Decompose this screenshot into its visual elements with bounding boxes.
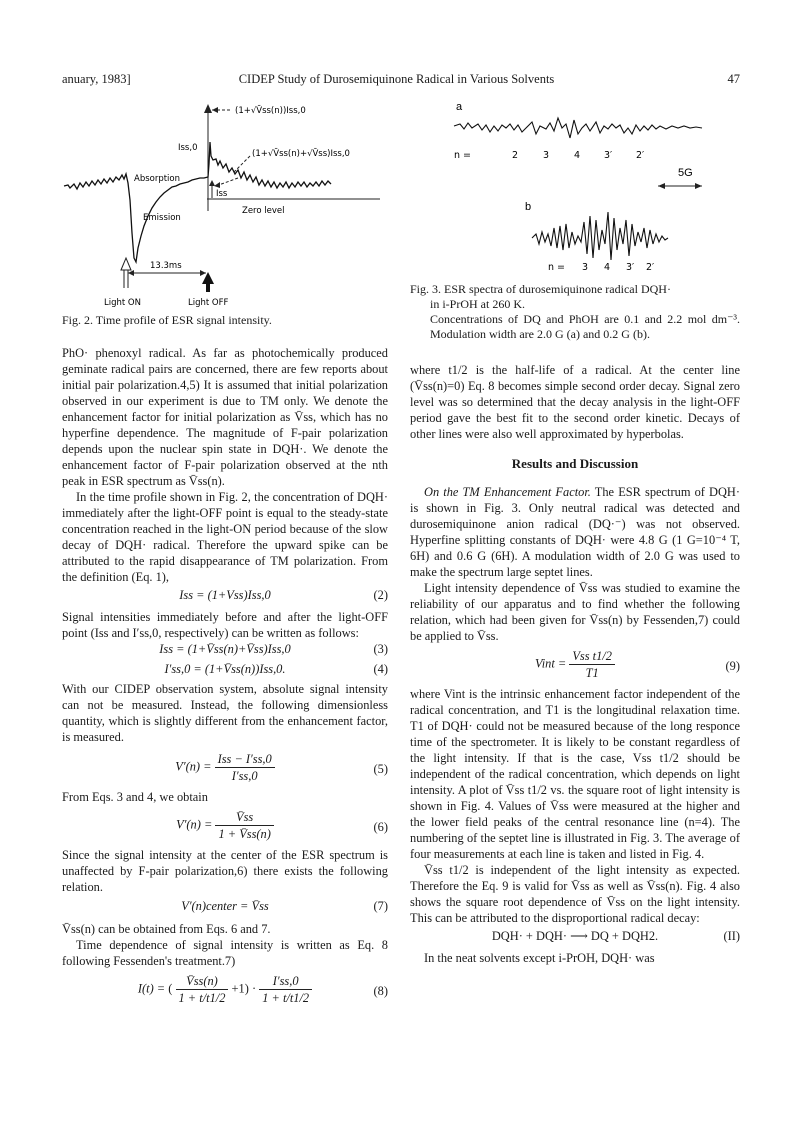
fig3-n-a-1: 3	[543, 150, 550, 161]
equation-5	[62, 751, 388, 789]
equation-9-lhs: Vint =	[535, 656, 567, 671]
right-column	[410, 362, 740, 966]
fig2-light-on-label: Light ON	[104, 298, 141, 308]
equation-9-number: (9)	[725, 659, 740, 673]
equation-3-number: (3)	[373, 642, 388, 656]
equation-9-numerator: Vss t1/2	[569, 648, 615, 665]
equation-3	[62, 641, 388, 661]
equation-8-denominator-2: 1 + t/t1/2	[262, 991, 310, 1005]
equation-7	[62, 898, 388, 918]
equation-3-body: Iss = (1+V̄ss(n)+V̄ss)Iss,0	[159, 642, 291, 656]
fig2-top-label: (1+√V̄ss(n))Iss,0	[235, 106, 306, 116]
right-paragraph-1: where t1/2 is the half-life of a radical. At the center line (V̄ss(n)=0) Eq. 8 becomes simple second order decay. Signal zero level was so determined that the decay analysis in the light-OFF period gave the best fit to the second order kinetic. Decays of other lines were also well approximated by hyperbolas.	[410, 363, 740, 441]
fig3-n-a-4: 2′	[636, 150, 645, 161]
spectrum-a	[454, 118, 702, 138]
equation-9	[410, 648, 740, 686]
fig2-absorption-label: Absorption	[134, 174, 181, 184]
running-header-title: CIDEP Study of Durosemiquinone Radical in Various Solvents	[238, 72, 555, 86]
fig3-n-b-1: 4	[604, 262, 611, 273]
left-paragraph-8: Time dependence of signal intensity is written as Eq. 8 following Fessenden's treatment.7)	[62, 938, 388, 968]
equation-2-number: (2)	[373, 588, 388, 602]
figure-3-esr-spectra	[420, 98, 740, 278]
equation-7-body: V′(n)center = V̄ss	[181, 899, 269, 913]
equation-5-lhs: V′(n) =	[175, 759, 212, 774]
equation-4	[62, 661, 388, 681]
equation-6-number: (6)	[373, 820, 388, 834]
figure-2-caption: Fig. 2. Time profile of ESR signal intensity.	[62, 313, 272, 327]
left-column	[62, 345, 388, 1011]
left-paragraph-1: PhO· phenoxyl radical. As far as photochemically produced geminate radical pairs are concerned, there are few reports about initial pair polarization.4,5) It is assumed that initial polarization observed in our experiment is due to TM only. We denote the enhancement factor for initial polarization as V̄ss, which has no hyperfine dependence. The magnitude of F-pair polarization depends upon the nuclear spin state in DQH·. We denote the enhancement factor of F-pair polarization observed at the nth peak in ESR spectrum as V̄ss(n).	[62, 346, 388, 488]
fig3-n-b-2: 3′	[626, 262, 635, 273]
equation-8-number: (8)	[373, 984, 388, 998]
equation-7-number: (7)	[373, 899, 388, 913]
left-paragraph-3: Signal intensities immediately before and after the light-OFF point (Iss and I′ss,0, respectively) can be written as follows:	[62, 610, 388, 640]
running-header-left: anuary, 1983]	[62, 72, 131, 86]
equation-II-body: DQH· + DQH· ⟶ DQ + DQH2.	[491, 929, 659, 943]
fig3-n-label-b: n =	[548, 262, 566, 273]
page-number: 47	[727, 72, 740, 86]
equation-8: I(t) = ( $\frac{V̄ss(n)}{1 + t/t1/2}$ +1) · $\frac{I'ss,0}{1 + t/t1/2}$ (8)	[137, 974, 388, 1005]
fig3-n-a-2: 4	[574, 150, 581, 161]
fig3-label-a: a	[456, 101, 463, 113]
equation-6-numerator: V̄ss	[215, 809, 273, 826]
equation-2-body: Iss = (1+Vss)Iss,0	[179, 588, 271, 602]
fig3-n-b-0: 3	[582, 262, 589, 273]
left-paragraph-5: From Eqs. 3 and 4, we obtain	[62, 790, 208, 804]
fig3-n-label-a: n =	[454, 150, 472, 161]
equation-6-lhs: V′(n) =	[176, 817, 213, 832]
equation-II-number: (II)	[723, 929, 740, 943]
fig2-mid-label: (1+√V̄ss(n)+√V̄ss)Iss,0	[252, 149, 350, 159]
fig2-iss0-label: Iss,0	[178, 143, 198, 153]
equation-8-numerator-2: I′ss,0	[259, 973, 312, 990]
fig2-time-label: 13.3ms	[150, 261, 182, 271]
right-paragraph-5: V̄ss t1/2 is independent of the light intensity as expected. Therefore the Eq. 9 is valid for V̄ss as well as V̄ss(n). Fig. 4 also shows the square root dependence of V̄ss on the light intensity. This can be attributed to the disproportional radical decay:	[410, 863, 740, 925]
left-paragraph-6: Since the signal intensity at the center of the ESR spectrum is unaffected by F-pair polarization,6) there exists the following relation.	[62, 848, 388, 894]
fig2-iss-label: Iss	[216, 189, 228, 199]
right-paragraph-6: In the neat solvents except i-PrOH, DQH· was	[424, 951, 655, 965]
equation-4-number: (4)	[373, 662, 388, 676]
fig3-n-a-0: 2	[512, 150, 519, 161]
left-paragraph-2: In the time profile shown in Fig. 2, the concentration of DQH· immediately after the light-OFF point is equal to the steady-state concentration reached in the light-ON period because of the slow decay of DQH· radical. Therefore the upward spike can be attributed to the rapid disappearance of TM polarization. From the definition (Eq. 1),	[62, 490, 388, 584]
fig2-emission-label: Emission	[143, 213, 181, 223]
left-paragraph-7: V̄ss(n) can be obtained from Eqs. 6 and 7.	[62, 922, 271, 936]
paragraph-run-in-title: On the TM Enhancement Factor.	[424, 485, 591, 499]
fig3-n-b-3: 2′	[646, 262, 655, 273]
figure-3-caption	[410, 282, 740, 342]
equation-8-numerator-1: V̄ss(n)	[176, 973, 229, 990]
fig3-n-a-3: 3′	[604, 150, 613, 161]
equation-6	[62, 809, 388, 847]
signal-trace	[64, 142, 331, 262]
equation-5-numerator: Iss − I′ss,0	[215, 751, 275, 768]
equation-5-denominator: I′ss,0	[231, 769, 258, 783]
left-paragraph-4: With our CIDEP observation system, absolute signal intensity can not be measured. Instead, the following dimensionless quantity, which is slightly different from the enhancement factor, is measured.	[62, 682, 388, 744]
equation-2	[62, 587, 388, 607]
equation-6-denominator: 1 + V̄ss(n)	[218, 827, 271, 841]
fig3-caption-line-1: Fig. 3. ESR spectra of durosemiquinone radical DQH·	[410, 282, 671, 296]
equation-4-body: I′ss,0 = (1+V̄ss(n))Iss,0.	[164, 662, 286, 676]
right-paragraph-2	[410, 484, 740, 580]
fig3-scale-label: 5G	[678, 167, 693, 179]
equation-5-number: (5)	[373, 762, 388, 776]
equation-8-lhs: I(t) =	[137, 981, 166, 996]
equation-8-denominator-1: 1 + t/t1/2	[178, 991, 226, 1005]
right-paragraph-3: Light intensity dependence of V̄ss was studied to examine the reliability of our apparatus and to find whether the following relation, which had been given for V̄ss(n) by Fessenden,7) could be applied to V̄ss.	[410, 581, 740, 643]
spectrum-b	[532, 212, 668, 260]
fig3-caption-line-3: Concentrations of DQ and PhOH are 0.1 and 2.2 mol dm⁻³. Modulation width are 2.0 G (a) and 0.2 G (b).	[430, 312, 740, 341]
fig3-caption-line-2: in i-PrOH at 260 K.	[430, 297, 525, 311]
right-paragraph-2-text: The ESR spectrum of DQH· is shown in Fig. 3. Only neutral radical was detected and durosemiquinone anion radical (DQ·⁻) was not observed. Hyperfine splitting constants of DQH· were 4.8 G (1 G=10⁻⁴ T, 6H) and 0.6 G (6H). A modulation width of 2.0 G was used to make the spectrum large septet lines.	[410, 485, 741, 579]
fig3-label-b: b	[525, 201, 532, 213]
right-paragraph-4: where Vint is the intrinsic enhancement factor independent of the radical concentration, and T1 is the longitudinal relaxation time. T1 of DQH· could not be measured because of the long responce time of the spectrometer. It is likely to be constant regardless of the light intensity. If that is the case, Vss t1/2 should be independent of the radical concentration, which depends on light intensity. A plot of V̄ss t1/2 vs. the square root of light intensity is shown in Fig. 4. Values of V̄ss were measured at the higher and the lower field peaks of the central resonance line (n=4). The numbering of the septet line is illustrated in Fig. 3. The average of four measurements at each line is taken and listed in Fig. 4.	[410, 687, 740, 861]
figure-2-time-profile	[62, 98, 402, 310]
section-heading: Results and Discussion	[511, 456, 639, 471]
equation-II	[410, 928, 740, 948]
equation-9-denominator: T1	[585, 666, 599, 680]
equation-8-middle: +1) ·	[231, 981, 257, 996]
fig2-light-off-label: Light OFF	[188, 298, 229, 308]
fig2-zero-level-label: Zero level	[242, 206, 285, 216]
